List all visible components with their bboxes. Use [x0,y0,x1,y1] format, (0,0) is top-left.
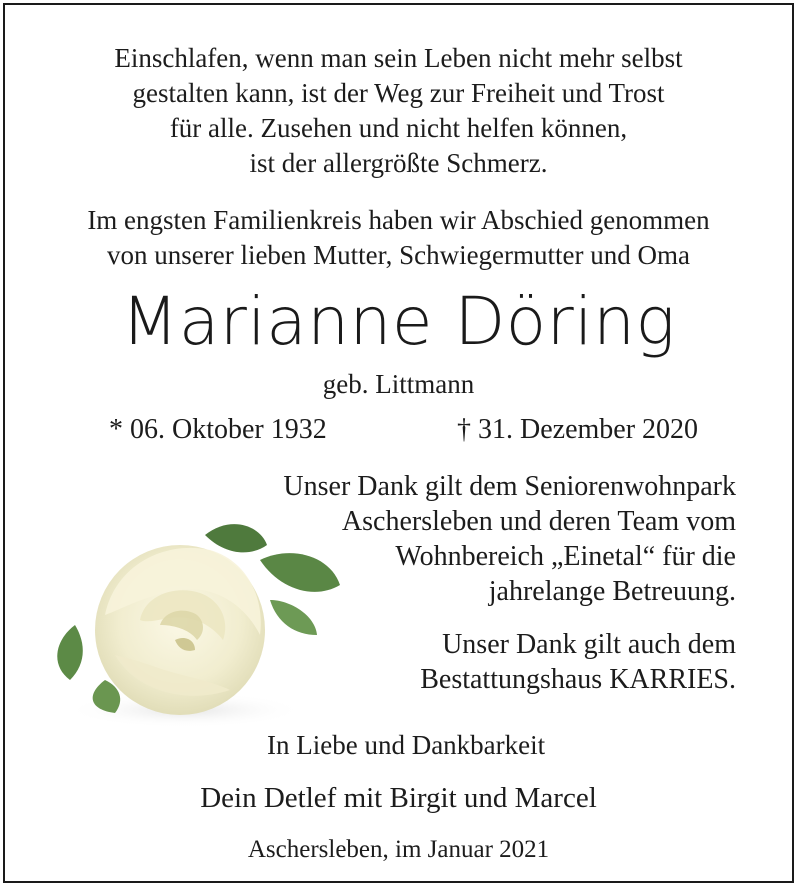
death-date: † 31. Dezember 2020 [457,414,699,445]
thanks-funeral-home [420,627,736,697]
intro-line-2: von unserer lieben Mutter, Schwiegermutter und Oma [106,240,690,270]
place-date: Aschersleben, im Januar 2021 [247,836,550,863]
maiden-name: geb. Littmann [322,369,475,399]
thanks-senior-home-line-2: Aschersleben und deren Team vom [341,506,736,537]
obituary-notice [3,3,794,883]
poem-line-3: für alle. Zusehen und nicht helfen können, [169,113,628,143]
poem-line-2: gestalten kann, ist der Weg zur Freiheit und Trost [132,78,665,108]
thanks-senior-home-line-3: Wohnbereich „Einetal“ für die [395,541,736,572]
thanks-funeral-home-line-2: Bestattungshaus KARRIES. [420,664,736,695]
birth-date: * 06. Oktober 1932 [109,414,327,445]
thanks-senior-home-line-1: Unser Dank gilt dem Seniorenwohnpark [283,471,736,502]
mourners: Dein Detlef mit Birgit und Marcel [200,782,597,814]
deceased-name: Marianne Döring [121,283,676,360]
poem-line-4: ist der allergrößte Schmerz. [249,148,548,178]
thanks-senior-home [283,469,736,609]
closing-sentiment: In Liebe und Dankbarkeit [267,730,546,760]
intro-line-1: Im engsten Familienkreis haben wir Abschied genommen [87,205,710,235]
thanks-senior-home-line-4: jahrelange Betreuung. [488,576,736,607]
thanks-funeral-home-line-1: Unser Dank gilt auch dem [442,629,736,660]
poem-line-1: Einschlafen, wenn man sein Leben nicht mehr selbst [114,43,683,73]
